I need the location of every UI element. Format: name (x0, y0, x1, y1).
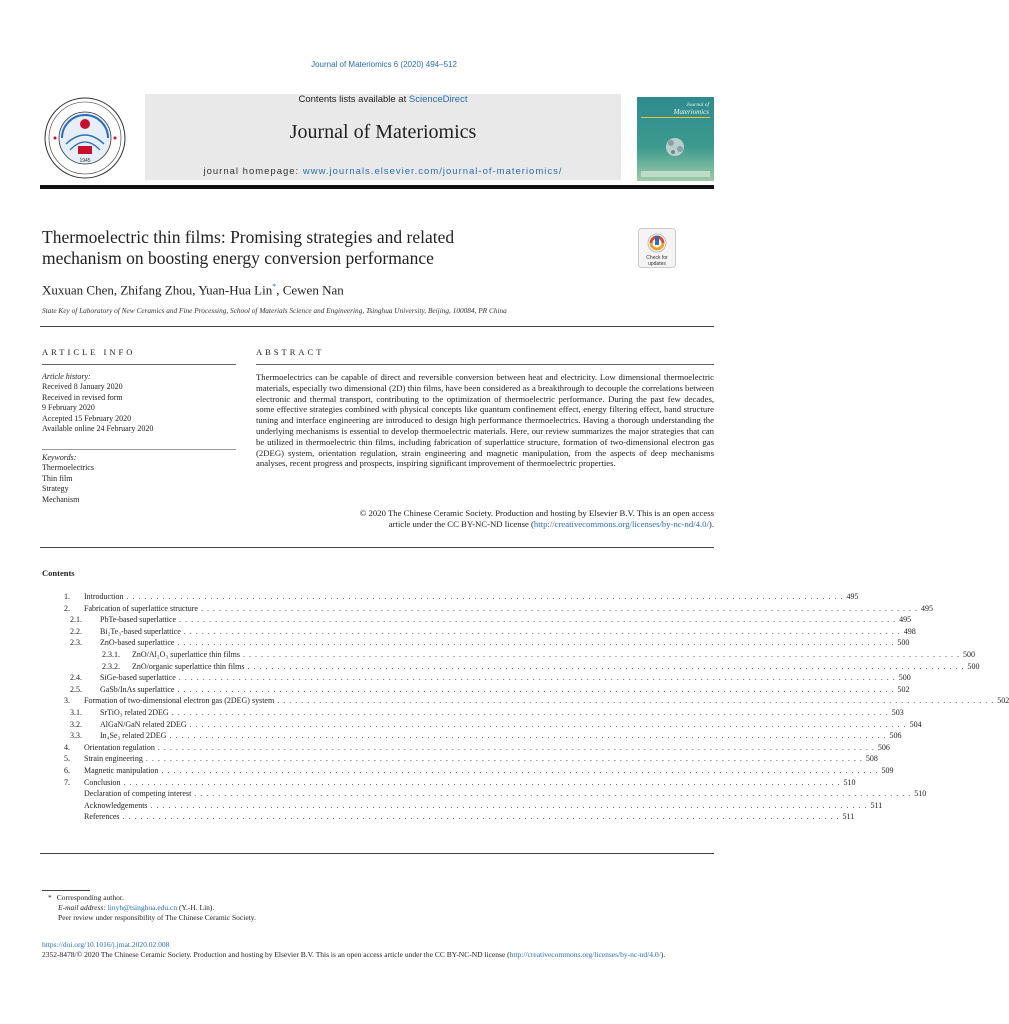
history-item: Available online 24 February 2020 (42, 424, 154, 434)
toc-entry[interactable] (42, 765, 894, 778)
toc-title: ZnO-based superlattice (100, 638, 175, 648)
toc-entry[interactable] (42, 684, 910, 697)
corresponding-author-note: Corresponding author. (56, 893, 124, 902)
toc-entry[interactable] (42, 649, 976, 662)
keyword-item: Mechanism (42, 494, 80, 504)
toc-entry[interactable] (42, 800, 883, 813)
toc-title: AlGaN/GaN related 2DEG (100, 719, 187, 729)
issn-copyright (42, 950, 714, 960)
journal-homepage (145, 166, 621, 177)
contents-top-rule (40, 547, 714, 548)
toc-entry[interactable] (42, 615, 912, 627)
toc-leader-dots: . . . . . . . . . . . . . . . . . . . . . . . . . . . . . . . . . . . . . . . . . . . . . . . . . . . . . . . . . . . . . . . . . . . . . . . . . . . . . . . . . . . . . . . . . . . . . . . . . . . . . . . . . . . . . . . . . . . . . . . . (179, 615, 897, 625)
toc-number: 7. (64, 777, 70, 787)
keyword-item: Thermoelectrics (42, 463, 94, 473)
affiliation-rule (40, 326, 714, 327)
keywords-rule (42, 449, 236, 450)
toc-leader-dots: . . . . . . . . . . . . . . . . . . . . . . . . . . . . . . . . . . . . . . . . . . . . . . . . . . . . . . . . . . . . . . . . . . . . . . . . . . . . . . . . . . . . . . . . . . . . . . . . . . . . . . . . . . . . . . . . . . . . . . . . (169, 731, 887, 741)
corresponding-footnote (42, 893, 256, 903)
toc-title: Declaration of competing interest (84, 789, 192, 799)
toc-page-number: 498 (903, 626, 916, 636)
history-item: Accepted 15 February 2020 (42, 413, 132, 423)
keywords (42, 453, 236, 505)
toc-number: 1. (64, 592, 70, 601)
toc-leader-dots: . . . . . . . . . . . . . . . . . . . . . . . . . . . . . . . . . . . . . . . . . . . . . . . . . . . . . . . . . . . . . . . . . . . . . . . . . . . . . . . . . . . . . . . . . . . . . . . . . . . . . . . . . . . . . . . . . . . . . . . . (183, 626, 901, 636)
article-info-rule (42, 364, 236, 365)
toc-page-number: 502 (997, 696, 1009, 706)
toc-number: 2.4. (70, 673, 82, 683)
toc-leader-dots: . . . . . . . . . . . . . . . . . . . . . . . . . . . . . . . . . . . . . . . . . . . . . . . . . . . . . . . . . . . . . . . . . . . . . . . . . . . . . . . . . . . . . . . . . . . . . . . . . . . . . . . . . . . . . . . . . . . . . . . . (145, 754, 863, 764)
toc-leader-dots: . . . . . . . . . . . . . . . . . . . . . . . . . . . . . . . . . . . . . . . . . . . . . . . . . . . . . . . . . . . . . . . . . . . . . . . . . . . . . . . . . . . . . . . . . . . . . . . . . . . . . . . . . . . . . . . . . . . . . . . . (200, 603, 918, 613)
footnote-mark: * (48, 893, 52, 902)
keyword-item: Thin film (42, 473, 73, 483)
toc-number: 3.3. (70, 731, 82, 741)
toc-page-number: 500 (967, 661, 980, 671)
abstract-heading: ABSTRACT (256, 347, 325, 357)
header-rule (40, 185, 714, 189)
toc-number: 2.1. (70, 615, 82, 625)
toc-number: 6. (64, 765, 70, 775)
email-footnote (42, 903, 256, 913)
footnote-rule (42, 890, 90, 891)
toc-entry[interactable] (42, 812, 855, 824)
toc-page-number: 500 (897, 638, 910, 648)
toc-leader-dots: . . . . . . . . . . . . . . . . . . . . . . . . . . . . . . . . . . . . . . . . . . . . . . . . . . . . . . . . . . . . . . . . . . . . . . . . . . . . . . . . . . . . . . . . . . . . . . . . . . . . . . . . . . . . . . . . . . . . . . . . (122, 812, 840, 822)
toc-leader-dots: . . . . . . . . . . . . . . . . . . . . . . . . . . . . . . . . . . . . . . . . . . . . . . . . . . . . . . . . . . . . . . . . . . . . . . . . . . . . . . . . . . . . . . . . . . . . . . . . . . . . . . . . . . . . . . . . . . . . . . . . (123, 777, 841, 787)
toc-number: 3.1. (70, 707, 82, 717)
abstract-rule (256, 364, 714, 365)
issn-license-link[interactable]: http://creativecommons.org/licenses/by-nc-nd/4.0/ (509, 950, 661, 959)
toc-entry[interactable] (42, 719, 922, 732)
toc-leader-dots: . . . . . . . . . . . . . . . . . . . . . . . . . . . . . . . . . . . . . . . . . . . . . . . . . . . . . . . . . . . . . . . . . . . . . . . . . . . . . . . . . . . . . . . . . . . . . . . . . . . . . . . . . . . . . . . . . . . . . . . . (178, 673, 896, 683)
toc-leader-dots: . . . . . . . . . . . . . . . . . . . . . . . . . . . . . . . . . . . . . . . . . . . . . . . . . . . . . . . . . . . . . . . . . . . . . . . . . . . . . . . . . . . . . . . . . . . . . . . . . . . . . . . . . . . . . . . . . . . . . . . . (247, 661, 965, 671)
issn-suffix: ). (660, 950, 666, 959)
sciencedirect-link[interactable]: ScienceDirect (408, 94, 468, 105)
toc-entry[interactable] (42, 603, 933, 616)
journal-citation[interactable]: Journal of Materiomics 6 (2020) 494–512 (311, 60, 457, 69)
toc-page-number: 502 (897, 684, 910, 694)
check-for-updates-badge[interactable] (638, 228, 676, 268)
copyright-line1: © 2020 The Chinese Ceramic Society. Production and hosting by Elsevier B.V. This is an open access (359, 508, 714, 518)
issn-text: 2352-8478/© 2020 The Chinese Ceramic Society. Production and hosting by Elsevier B.V. This is an open access article under the CC BY-NC-ND license ( (42, 950, 510, 959)
toc-page-number: 508 (865, 754, 878, 764)
article-title-line1: Thermoelectric thin films: Promising strategies and related (42, 227, 455, 247)
toc-title: Introduction (84, 592, 124, 601)
toc-leader-dots: . . . . . . . . . . . . . . . . . . . . . . . . . . . . . . . . . . . . . . . . . . . . . . . . . . . . . . . . . . . . . . . . . . . . . . . . . . . . . . . . . . . . . . . . . . . . . . . . . . . . . . . . . . . . . . . . . . . . . . . . (189, 719, 907, 729)
chinese-ceramic-society-logo (40, 96, 130, 180)
contents-heading: Contents (42, 568, 75, 578)
toc-number: 4. (64, 742, 70, 752)
history-item: Received 8 January 2020 (42, 382, 123, 392)
toc-page-number: 504 (909, 719, 922, 729)
toc-page-number: 495 (899, 615, 912, 625)
cover-title-line2: Materiomics (673, 108, 709, 116)
homepage-prefix: journal homepage: (203, 166, 303, 177)
toc-title: PbTe-based superlattice (100, 615, 177, 625)
toc-entry[interactable] (42, 707, 904, 720)
toc-page-number: 503 (891, 707, 904, 717)
footnotes (42, 893, 256, 924)
toc-leader-dots: . . . . . . . . . . . . . . . . . . . . . . . . . . . . . . . . . . . . . . . . . . . . . . . . . . . . . . . . . . . . . . . . . . . . . . . . . . . . . . . . . . . . . . . . . . . . . . . . . . . . . . . . . . . . . . . . . . . . . . . . (277, 696, 995, 706)
license-link[interactable]: http://creativecommons.org/licenses/by-nc-nd/4.0/ (533, 518, 709, 529)
toc-page-number: 510 (914, 789, 927, 799)
article-title-line2: mechanism on boosting energy conversion performance (42, 248, 434, 268)
article-info-heading: ARTICLE INFO (42, 347, 136, 357)
toc-page-number: 495 (920, 603, 933, 613)
toc-page-number: 511 (870, 800, 883, 810)
toc-page-number: 506 (889, 731, 902, 741)
toc-title: Strain engineering (84, 754, 143, 764)
toc-page-number: 495 (846, 592, 859, 601)
table-of-contents (42, 592, 1009, 824)
toc-number: 3. (64, 696, 70, 706)
toc-leader-dots: . . . . . . . . . . . . . . . . . . . . . . . . . . . . . . . . . . . . . . . . . . . . . . . . . . . . . . . . . . . . . . . . . . . . . . . . . . . . . . . . . . . . . . . . . . . . . . . . . . . . . . . . . . . . . . . . . . . . . . . . (157, 742, 875, 752)
article-title (42, 227, 602, 269)
toc-title: Magnetic manipulation (84, 765, 159, 775)
homepage-link[interactable]: www.journals.elsevier.com/journal-of-materiomics/ (302, 166, 563, 177)
toc-title: References (84, 812, 120, 822)
authors-part2: , Cewen Nan (276, 282, 344, 298)
toc-page-number: 500 (963, 649, 976, 659)
contents-bottom-rule (40, 853, 714, 854)
history-label: Article history: (42, 372, 91, 381)
toc-title: Acknowledgements (84, 800, 148, 810)
toc-number: 5. (64, 754, 70, 764)
cover-title-line1: Journal of (686, 102, 709, 108)
toc-page-number: 511 (842, 812, 855, 822)
toc-entry[interactable] (42, 696, 1009, 708)
toc-page-number: 506 (877, 742, 890, 752)
toc-title: Formation of two-dimensional electron gas (2DEG) system (84, 696, 275, 706)
toc-entry[interactable] (42, 673, 911, 685)
check-updates-line1: Check for (646, 255, 668, 261)
toc-leader-dots: . . . . . . . . . . . . . . . . . . . . . . . . . . . . . . . . . . . . . . . . . . . . . . . . . . . . . . . . . . . . . . . . . . . . . . . . . . . . . . . . . . . . . . . . . . . . . . . . . . . . . . . . . . . . . . . . . . . . . . . . (194, 789, 912, 799)
abstract-text: Thermoelectrics can be capable of direct and reversible conversion between heat and electricity. Low dimensional thermoelectric materials, especially two dimensional (2D) thin films, have been considered as a breakthrough to decouple the correlations between electronic and thermal transport, contributing to the optimization of thermoelectric performance. During the past few decades, some effective strategies combined with physical concepts like quantum confinement effect, energy filtering effect, band structure tuning and interface engineering are introduced to design high performance thermoelectrics. Having a thorough understanding the underlying mechanisms is essential to develop thermoelectric materials. Here, our review summarizes the major strategies that can be utilized in thermoelectric thin films, including fabrication of superlattice structure, formation of two-dimensional electron gas (2DEG) system, orientation regulation, strain engineering and magnetic manipulation, from the aspects of deep mechanisms analyses, recent progress and prospects, inspiring significant improvement of thermoelectric properties. (256, 372, 714, 469)
toc-leader-dots: . . . . . . . . . . . . . . . . . . . . . . . . . . . . . . . . . . . . . . . . . . . . . . . . . . . . . . . . . . . . . . . . . . . . . . . . . . . . . . . . . . . . . . . . . . . . . . . . . . . . . . . . . . . . . . . . . . . . . . . . (161, 765, 879, 775)
toc-number: 3.2. (70, 719, 82, 729)
history-item: 9 February 2020 (42, 403, 95, 413)
toc-page-number: 509 (881, 765, 894, 775)
toc-entry[interactable] (42, 638, 910, 650)
history-item: Received in revised form (42, 392, 123, 402)
toc-title: Conclusion (84, 777, 121, 787)
copyright-license-suffix: ). (708, 518, 714, 529)
toc-leader-dots: . . . . . . . . . . . . . . . . . . . . . . . . . . . . . . . . . . . . . . . . . . . . . . . . . . . . . . . . . . . . . . . . . . . . . . . . . . . . . . . . . . . . . . . . . . . . . . . . . . . . . . . . . . . . . . . . . . . . . . . . (171, 707, 889, 717)
toc-entry[interactable] (42, 789, 927, 801)
toc-number: 2.3.1. (102, 649, 120, 659)
copyright-license-prefix: article under the CC BY-NC-ND license ( (388, 518, 534, 529)
toc-page-number: 500 (898, 673, 911, 683)
toc-title: ZnO/organic superlattice thin films (132, 661, 245, 671)
article-history (42, 372, 236, 434)
doi-link[interactable]: https://doi.org/10.1016/j.jmat.2020.02.008 (42, 940, 170, 949)
toc-title: GaSb/InAs superlattice (100, 684, 175, 694)
toc-page-number: 510 (843, 777, 856, 787)
email-label: E-mail address: (58, 903, 108, 913)
toc-title: In₄Se₃ related 2DEG (100, 731, 167, 741)
toc-entry[interactable] (42, 742, 890, 755)
authors-part1: Xuxuan Chen, Zhifang Zhou, Yuan-Hua Lin (42, 282, 273, 298)
toc-leader-dots: . . . . . . . . . . . . . . . . . . . . . . . . . . . . . . . . . . . . . . . . . . . . . . . . . . . . . . . . . . . . . . . . . . . . . . . . . . . . . . . . . . . . . . . . . . . . . . . . . . . . . . . . . . . . . . . . . . . . . . . . (177, 684, 895, 694)
journal-title: Journal of Materiomics (289, 121, 477, 143)
abstract-copyright (256, 508, 714, 530)
email-link[interactable]: linyh@tsinghua.edu.cn (107, 903, 178, 913)
toc-title: Orientation regulation (84, 742, 155, 752)
toc-entry[interactable] (42, 592, 859, 604)
toc-number: 2.2. (70, 626, 82, 636)
toc-entry[interactable] (42, 626, 916, 639)
copyright-line2 (256, 519, 714, 530)
toc-leader-dots: . . . . . . . . . . . . . . . . . . . . . . . . . . . . . . . . . . . . . . . . . . . . . . . . . . . . . . . . . . . . . . . . . . . . . . . . . . . . . . . . . . . . . . . . . . . . . . . . . . . . . . . . . . . . . . . . . . . . . . . . (243, 649, 961, 659)
toc-leader-dots: . . . . . . . . . . . . . . . . . . . . . . . . . . . . . . . . . . . . . . . . . . . . . . . . . . . . . . . . . . . . . . . . . . . . . . . . . . . . . . . . . . . . . . . . . . . . . . . . . . . . . . . . . . . . . . . . . . . . . . . . (126, 592, 844, 601)
keywords-label: Keywords: (42, 453, 77, 462)
keyword-item: Strategy (42, 484, 69, 494)
toc-title: ZnO/Al₂O₃ superlattice thin films (132, 649, 241, 659)
journal-cover-image (637, 97, 714, 181)
contents-prefix: Contents lists available at (298, 94, 409, 105)
toc-title: SrTiO₃ related 2DEG (100, 707, 169, 717)
contents-available (145, 94, 621, 105)
toc-entry[interactable] (42, 661, 980, 674)
author-list (42, 282, 344, 298)
toc-title: Bi₂Te₃-based superlattice (100, 626, 181, 636)
logo-year: 1945 (79, 158, 91, 164)
toc-leader-dots: . . . . . . . . . . . . . . . . . . . . . . . . . . . . . . . . . . . . . . . . . . . . . . . . . . . . . . . . . . . . . . . . . . . . . . . . . . . . . . . . . . . . . . . . . . . . . . . . . . . . . . . . . . . . . . . . . . . . . . . . (150, 800, 868, 810)
toc-title: Fabrication of superlattice structure (84, 603, 198, 613)
toc-entry[interactable] (42, 731, 902, 743)
toc-number: 2. (64, 603, 70, 613)
toc-number: 2.5. (70, 684, 82, 694)
toc-number: 2.3.2. (102, 661, 120, 671)
corresponding-author-mark[interactable]: * (272, 282, 277, 291)
peer-review-note: Peer review under responsibility of The Chinese Ceramic Society. (58, 913, 256, 923)
check-updates-line2: updates (648, 261, 666, 267)
toc-number: 2.3. (70, 638, 82, 648)
toc-entry[interactable] (42, 777, 856, 790)
toc-leader-dots: . . . . . . . . . . . . . . . . . . . . . . . . . . . . . . . . . . . . . . . . . . . . . . . . . . . . . . . . . . . . . . . . . . . . . . . . . . . . . . . . . . . . . . . . . . . . . . . . . . . . . . . . . . . . . . . . . . . . . . . . (177, 638, 895, 648)
email-suffix: (Y.-H. Lin). (177, 903, 215, 913)
toc-title: SiGe-based superlattice (100, 673, 176, 683)
toc-entry[interactable] (42, 754, 878, 766)
affiliation: State Key of Laboratory of New Ceramics and Fine Processing, School of Materials Science and Engineering, Tsinghua University, Beijing, 100084, PR China (42, 306, 507, 315)
